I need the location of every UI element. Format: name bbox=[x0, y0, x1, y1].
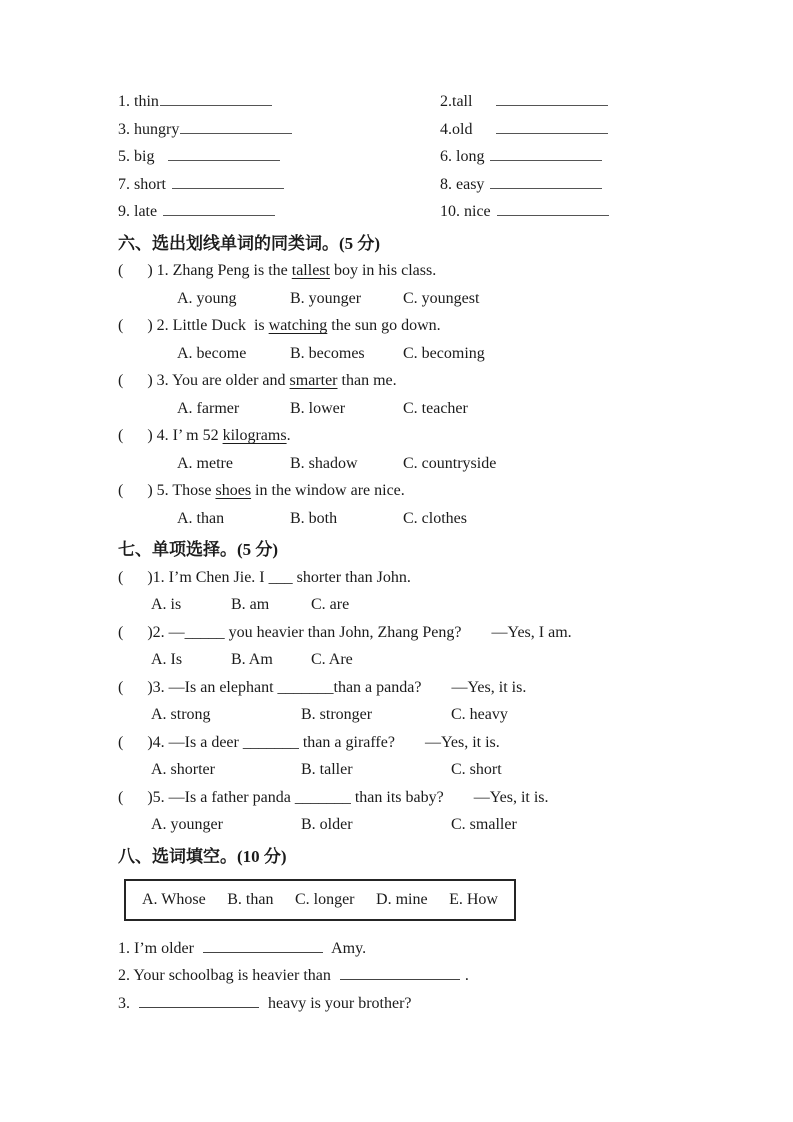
options-row bbox=[118, 340, 684, 368]
answer-blank bbox=[490, 174, 602, 189]
answer-parens: ( ) 3. bbox=[118, 372, 173, 389]
question-stem bbox=[118, 257, 684, 285]
section7-questions bbox=[118, 564, 684, 839]
question-stem bbox=[118, 477, 684, 505]
option-c: C. are bbox=[311, 596, 350, 613]
question-stem bbox=[118, 564, 684, 592]
answer-blank bbox=[172, 174, 284, 189]
word-bank-option-c: C. longer bbox=[294, 891, 355, 908]
answer-parens: ( ) 4. bbox=[118, 427, 173, 444]
word-item-label: 4.old bbox=[440, 120, 473, 138]
answer-blank bbox=[497, 201, 609, 216]
option-a: A. strong bbox=[151, 706, 211, 723]
word-bank-box bbox=[124, 879, 516, 921]
fill-text-before: 2. Your schoolbag is heavier than bbox=[118, 967, 335, 984]
options-row bbox=[118, 505, 684, 533]
fill-text-before: 3. bbox=[118, 994, 134, 1012]
fill-in-item bbox=[118, 935, 684, 963]
option-c: C. becoming bbox=[403, 344, 485, 362]
word-row bbox=[118, 88, 684, 116]
word-bank-option-d: D. mine bbox=[376, 891, 428, 908]
word-item-label: 10. nice bbox=[440, 203, 491, 220]
underlined-word: smarter bbox=[289, 372, 338, 389]
stem-text: I’m Chen Jie. I ___ shorter than John. bbox=[168, 568, 411, 586]
option-b: B. taller bbox=[301, 761, 353, 778]
option-b: B. stronger bbox=[301, 706, 373, 723]
answer-blank bbox=[139, 993, 259, 1008]
option-a: A. than bbox=[177, 509, 225, 527]
word-item bbox=[440, 198, 684, 226]
reply-text: —Yes, I am. bbox=[491, 623, 572, 641]
answer-blank bbox=[180, 119, 292, 134]
stem-text: boy in his class. bbox=[329, 262, 437, 279]
option-c: C. teacher bbox=[403, 399, 468, 417]
word-item-label: 7. short bbox=[118, 175, 166, 193]
word-item bbox=[440, 88, 684, 116]
options-row bbox=[118, 450, 684, 478]
question-stem bbox=[118, 367, 684, 395]
answer-blank bbox=[496, 91, 608, 106]
answer-parens: ( )2. bbox=[118, 623, 169, 641]
question-stem bbox=[118, 619, 684, 647]
answer-parens: ( )5. bbox=[118, 788, 169, 806]
word-item bbox=[440, 143, 684, 171]
option-b: B. lower bbox=[290, 399, 346, 417]
options-row bbox=[118, 285, 684, 313]
options-row bbox=[118, 701, 684, 729]
worksheet-content bbox=[118, 88, 684, 1017]
option-a: A. younger bbox=[151, 816, 223, 833]
fill-text-after: heavy is your brother? bbox=[264, 994, 412, 1012]
options-row bbox=[118, 811, 684, 839]
word-row bbox=[118, 116, 684, 144]
underlined-word: shoes bbox=[215, 482, 252, 499]
stem-text: . bbox=[286, 427, 291, 444]
underlined-word: tallest bbox=[291, 262, 330, 279]
word-bank-option-a: A. Whose bbox=[142, 891, 206, 908]
answer-blank bbox=[163, 201, 275, 216]
option-a: A. shorter bbox=[151, 761, 215, 778]
word-item-label: 2.tall bbox=[440, 93, 473, 110]
word-list-section bbox=[118, 88, 684, 226]
word-bank-option-e: E. How bbox=[449, 891, 498, 908]
question-stem bbox=[118, 422, 684, 450]
word-item-label: 9. late bbox=[118, 203, 158, 220]
word-bank-option-b: B. than bbox=[227, 891, 274, 908]
word-item bbox=[118, 171, 440, 199]
answer-parens: ( ) 5. bbox=[118, 482, 173, 499]
section8-heading: 八、选词填空。(10 分) bbox=[118, 846, 287, 866]
answer-blank bbox=[496, 119, 608, 134]
answer-blank bbox=[168, 146, 280, 161]
stem-text: —Is an elephant _______than a panda? bbox=[168, 678, 422, 696]
reply-text: —Yes, it is. bbox=[451, 678, 527, 696]
option-a: A. farmer bbox=[177, 399, 240, 417]
stem-text: the sun go down. bbox=[327, 317, 441, 334]
answer-blank bbox=[490, 146, 602, 161]
word-item-label: 3. hungry bbox=[118, 120, 180, 138]
word-item bbox=[118, 198, 440, 226]
option-b: B. both bbox=[290, 509, 338, 527]
stem-text: in the window are nice. bbox=[251, 482, 405, 499]
option-b: B. older bbox=[301, 816, 353, 833]
stem-text: Those bbox=[172, 482, 216, 499]
answer-parens: ( )4. bbox=[118, 733, 169, 751]
option-a: A. young bbox=[177, 289, 237, 307]
section7-heading: 七、单项选择。(5 分) bbox=[118, 540, 279, 559]
stem-text: —Is a father panda _______ than its baby? bbox=[168, 788, 444, 806]
word-item-label: 5. big bbox=[118, 148, 155, 165]
option-c: C. youngest bbox=[403, 289, 480, 307]
section6-questions bbox=[118, 257, 684, 532]
option-b: B. shadow bbox=[290, 454, 358, 472]
word-row bbox=[118, 171, 684, 199]
stem-text: Zhang Peng is the bbox=[172, 262, 292, 279]
section6-heading: 六、选出划线单词的同类词。(5 分) bbox=[118, 233, 381, 253]
fill-text-before: 1. I’m older bbox=[118, 939, 198, 957]
option-b: B. am bbox=[231, 596, 270, 613]
options-row bbox=[118, 395, 684, 423]
stem-text: —Is a deer _______ than a giraffe? bbox=[168, 733, 395, 751]
options-row bbox=[118, 591, 684, 619]
option-c: C. heavy bbox=[451, 706, 508, 723]
fill-in-item bbox=[118, 962, 684, 990]
underlined-word: watching bbox=[268, 317, 328, 334]
fill-in-items bbox=[118, 935, 684, 1018]
stem-text: —_____ you heavier than John, Zhang Peng? bbox=[168, 623, 462, 641]
word-row bbox=[118, 143, 684, 171]
option-c: C. short bbox=[451, 761, 502, 778]
word-item bbox=[440, 171, 684, 199]
option-a: A. metre bbox=[177, 454, 233, 472]
word-item bbox=[440, 116, 684, 144]
option-c: C. smaller bbox=[451, 816, 517, 833]
stem-text: You are older and bbox=[172, 372, 290, 389]
option-a: A. Is bbox=[151, 651, 183, 668]
options-row bbox=[118, 756, 684, 784]
answer-parens: ( )1. bbox=[118, 568, 169, 586]
stem-text: than me. bbox=[337, 372, 397, 389]
option-b: B. becomes bbox=[290, 344, 365, 362]
fill-text-after: . bbox=[464, 967, 469, 984]
option-a: A. become bbox=[177, 344, 247, 362]
question-stem bbox=[118, 729, 684, 757]
word-row bbox=[118, 198, 684, 226]
answer-parens: ( )3. bbox=[118, 678, 169, 696]
option-b: B. Am bbox=[231, 651, 273, 668]
question-stem bbox=[118, 784, 684, 812]
option-c: C. clothes bbox=[403, 509, 467, 527]
reply-text: —Yes, it is. bbox=[473, 788, 549, 806]
word-item-label: 1. thin bbox=[118, 93, 159, 110]
answer-parens: ( ) 2. bbox=[118, 317, 173, 334]
underlined-word: kilograms bbox=[222, 427, 287, 444]
answer-parens: ( ) 1. bbox=[118, 262, 173, 279]
stem-text: Little Duck is bbox=[172, 317, 269, 334]
option-a: A. is bbox=[151, 596, 182, 613]
question-stem bbox=[118, 674, 684, 702]
fill-in-item bbox=[118, 990, 684, 1018]
options-row bbox=[118, 646, 684, 674]
answer-blank bbox=[340, 965, 460, 980]
question-stem bbox=[118, 312, 684, 340]
option-c: C. Are bbox=[311, 651, 353, 668]
fill-text-after: Amy. bbox=[327, 939, 367, 957]
word-item bbox=[118, 88, 440, 116]
word-item bbox=[118, 116, 440, 144]
option-b: B. younger bbox=[290, 289, 362, 307]
stem-text: I’ m 52 bbox=[172, 427, 223, 444]
option-c: C. countryside bbox=[403, 454, 497, 472]
word-item-label: 6. long bbox=[440, 148, 485, 165]
reply-text: —Yes, it is. bbox=[424, 733, 500, 751]
answer-blank bbox=[203, 938, 323, 953]
word-item-label: 8. easy bbox=[440, 175, 485, 193]
word-item bbox=[118, 143, 440, 171]
answer-blank bbox=[160, 91, 272, 106]
